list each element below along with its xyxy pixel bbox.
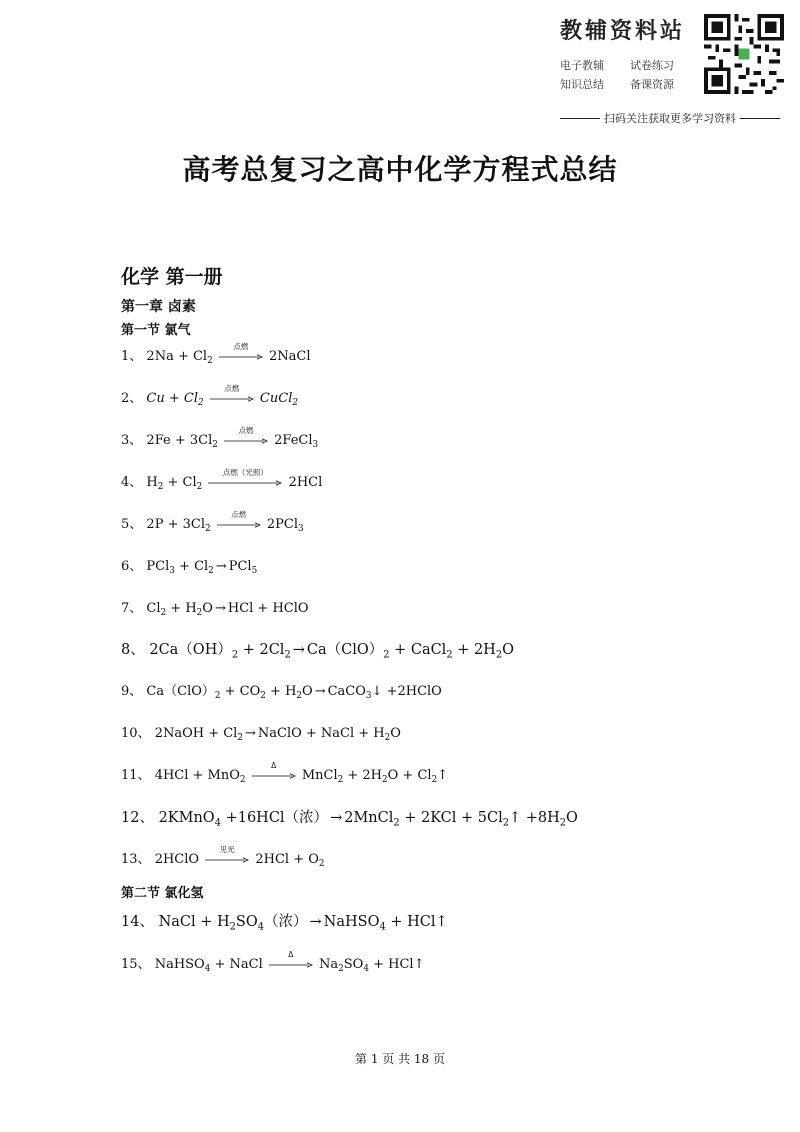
equation-number: 5、 xyxy=(121,517,143,532)
equation-number: 4、 xyxy=(121,475,143,490)
link-e-books[interactable]: 电子教辅 xyxy=(560,59,604,72)
equation-1: 1、 $2Na + Cl_2$ 点燃 2NaCl xyxy=(121,341,311,367)
reaction-condition: 点燃（光照） xyxy=(222,467,268,477)
reaction-arrow xyxy=(217,509,261,532)
reaction-arrow xyxy=(205,844,249,867)
book-heading: 化学 第一册 xyxy=(121,266,223,288)
equation-2: 2、 $Cu + Cl_2$ 点燃 CuCl$_2$ xyxy=(121,383,298,409)
reaction-condition: Δ xyxy=(271,760,277,770)
equation-7: 7、 $Cl_2 + H_2O$ → HCl + HClO xyxy=(121,601,309,619)
equation-4: 4、 $H_2 + Cl_2$ 点燃（光照） 2HCl xyxy=(121,467,323,493)
reaction-arrow xyxy=(224,425,268,448)
equation-number: 3、 xyxy=(121,433,143,448)
reaction-arrow xyxy=(219,341,263,364)
tagline-right-rule xyxy=(740,118,780,119)
equation-10: 10、 2NaOH + $Cl_2$ → NaClO + NaCl + $H_2O$ xyxy=(121,726,401,744)
qr-code-icon xyxy=(704,14,784,94)
equation-number: 10、 xyxy=(121,726,151,741)
reaction-condition: 见光 xyxy=(219,844,235,854)
tagline-left-rule xyxy=(560,118,600,119)
brand-name: 教辅资料站 xyxy=(560,19,686,44)
equation-number: 14、 xyxy=(121,914,154,930)
section-heading-chlorine: 第一节 氯气 xyxy=(121,323,191,338)
page-title: 高考总复习之高中化学方程式总结 xyxy=(182,153,618,186)
reaction-condition: 点燃 xyxy=(224,383,240,393)
equation-number: 2、 xyxy=(121,391,143,406)
reaction-condition: 点燃 xyxy=(238,425,254,435)
reaction-condition: 点燃 xyxy=(233,341,249,351)
equation-9: 9、 $Ca(ClO)_2 + CO_2 + H_2O$ → CaCO$_3$↓ +2HClO xyxy=(121,684,442,702)
equation-number: 13、 xyxy=(121,852,151,867)
reaction-condition: Δ xyxy=(288,949,294,959)
equation-number: 15、 xyxy=(121,957,151,972)
equation-5: 5、 $2P + 3Cl_2$ 点燃 2PCl$_3$ xyxy=(121,509,304,535)
tagline xyxy=(560,110,780,126)
equation-6: 6、 $PCl_3 + Cl_2 \to PCl_5$ xyxy=(121,559,258,577)
tagline-text: 扫码关注获取更多学习资料 xyxy=(604,112,736,125)
equation-number: 7、 xyxy=(121,601,143,616)
reaction-arrow xyxy=(252,760,296,783)
equation-number: 1、 xyxy=(121,349,143,364)
reaction-arrow xyxy=(269,949,313,972)
section-heading-hydrogen-chloride: 第二节 氯化氢 xyxy=(121,886,204,901)
equation-8: 8、 $2Ca(OH)_2 + 2Cl_2 \to Ca(ClO)_2$ + CaCl$_2$ + $2H_2O$ xyxy=(121,642,514,661)
link-lesson-resources[interactable]: 备课资源 xyxy=(630,78,674,91)
reaction-arrow xyxy=(208,467,282,490)
equation-11: 11、 4HCl + MnO$_2$ Δ MnCl$_2$ + $2H_2O$ + $Cl_2↑$ xyxy=(121,760,449,786)
equation-number: 8、 xyxy=(121,642,145,658)
equation-number: 11、 xyxy=(121,768,151,783)
equation-number: 9、 xyxy=(121,684,143,699)
equation-number: 12、 xyxy=(121,810,154,826)
equation-number: 6、 xyxy=(121,559,143,574)
reaction-condition: 点燃 xyxy=(231,509,247,519)
link-knowledge-summary[interactable]: 知识总结 xyxy=(560,78,604,91)
link-practice-papers[interactable]: 试卷练习 xyxy=(630,59,674,72)
equation-12: 12、 2KMnO$_4$ +16HCl（浓） → 2MnCl$_2$ + $2KCl + 5Cl_2↑ +8H_2O$ xyxy=(121,810,578,829)
equation-15: 15、 NaHSO$_4$ + NaCl Δ $Na_2SO_4$ + HCl↑ xyxy=(121,949,425,975)
page-number: 第 1 页 共 18 页 xyxy=(355,1052,445,1066)
equation-14: 14、 NaCl + $H_2SO_4$（浓） → NaHSO$_4$ + HCl↑ xyxy=(121,914,448,933)
equation-3: 3、 $2Fe + 3Cl_2$ 点燃 2FeCl$_3$ xyxy=(121,425,319,451)
reaction-arrow xyxy=(210,383,254,406)
equation-13: 13、 2HClO 见光 $2HCl + O_2$ xyxy=(121,844,325,870)
brand-block xyxy=(560,14,700,92)
brand-links xyxy=(560,57,700,92)
chapter-heading: 第一章 卤素 xyxy=(121,299,196,315)
